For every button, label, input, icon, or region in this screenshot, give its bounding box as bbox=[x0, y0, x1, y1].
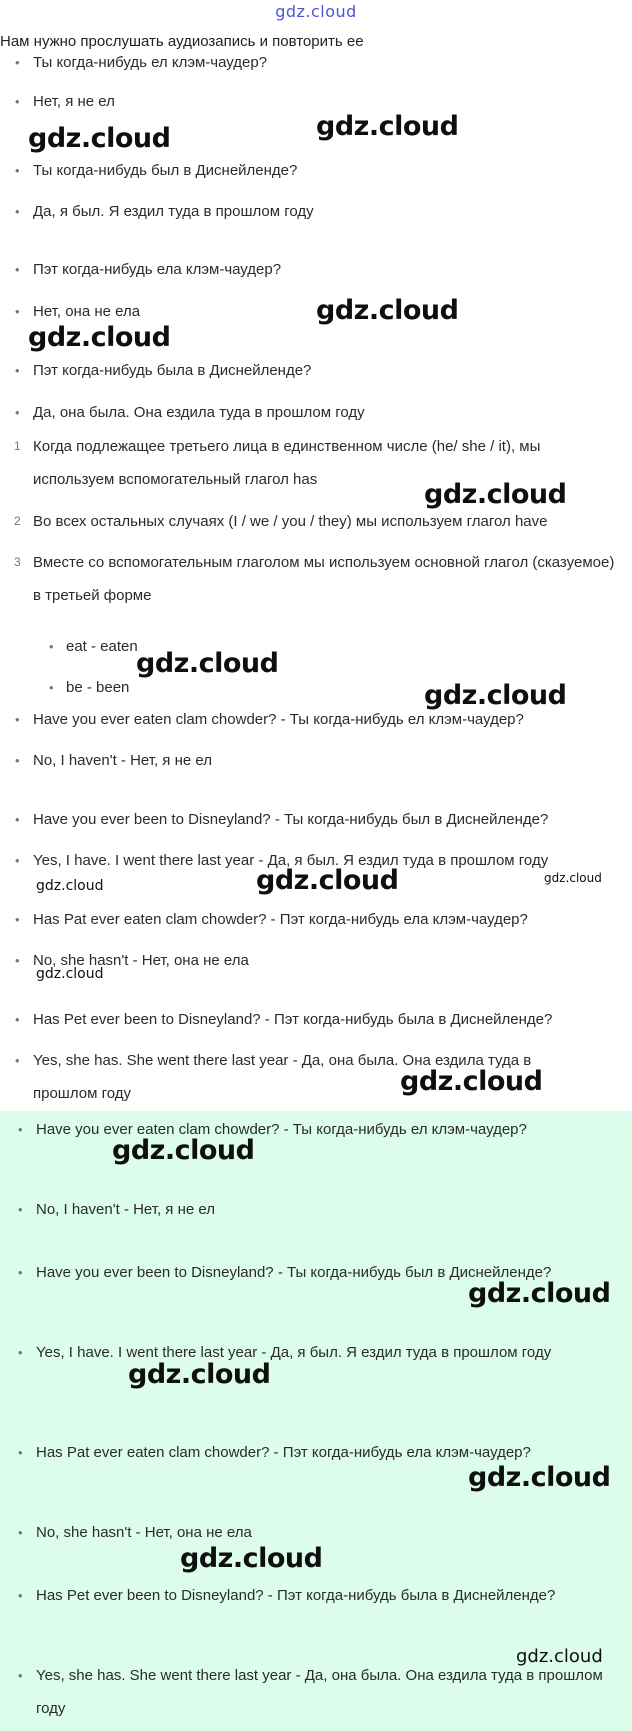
list-item: • Да, я был. Я ездил туда в прошлом году bbox=[15, 203, 314, 220]
watermark: gdz.cloud bbox=[468, 1462, 611, 1493]
dialogue-item: • Have you ever eaten clam chowder? - Ты когда-нибудь ел клэм-чаудер? bbox=[15, 711, 524, 728]
watermark: gdz.cloud bbox=[28, 322, 171, 353]
dialogue-item: • Yes, she has. She went there last year - Да, она была. Она ездила туда в прошлом году bbox=[15, 1052, 532, 1102]
rule-item: 3 Вместе со вспомогательным глаголом мы используем основной глагол (сказуемое) в третьей форме bbox=[14, 554, 615, 604]
dialogue-item: • Has Pet ever been to Disneyland? - Пэт когда-нибудь была в Диснейленде? bbox=[15, 1011, 553, 1028]
watermark: gdz.cloud bbox=[256, 865, 399, 896]
watermark: gdz.cloud bbox=[316, 111, 459, 142]
dialogue-item: • Has Pat ever eaten clam chowder? - Пэт когда-нибудь ела клэм-чаудер? bbox=[15, 911, 528, 928]
dialogue-item: • Has Pat ever eaten clam chowder? - Пэт когда-нибудь ела клэм-чаудер? bbox=[18, 1444, 531, 1461]
watermark: gdz.cloud bbox=[36, 878, 104, 894]
dialogue-item: • Have you ever been to Disneyland? - Ты когда-нибудь был в Диснейленде? bbox=[18, 1264, 552, 1281]
verb-form-item: • eat - eaten bbox=[49, 638, 138, 655]
dialogue-item: • Have you ever been to Disneyland? - Ты когда-нибудь был в Диснейленде? bbox=[15, 811, 549, 828]
dialogue-item: • No, she hasn't - Нет, она не ела bbox=[18, 1524, 252, 1541]
list-item: • Пэт когда-нибудь была в Диснейленде? bbox=[15, 362, 312, 379]
list-item: • Да, она была. Она ездила туда в прошлом году bbox=[15, 404, 365, 421]
watermark: gdz.cloud bbox=[36, 966, 104, 982]
watermark: gdz.cloud bbox=[544, 871, 602, 885]
site-logo[interactable]: gdz.cloud bbox=[275, 2, 357, 21]
watermark: gdz.cloud bbox=[516, 1646, 603, 1667]
dialogue-item: • No, she hasn't - Нет, она не ела bbox=[15, 952, 249, 969]
list-item: • Пэт когда-нибудь ела клэм-чаудер? bbox=[15, 261, 282, 278]
dialogue-item: • Yes, I have. I went there last year - Да, я был. Я ездил туда в прошлом году bbox=[18, 1344, 552, 1361]
watermark: gdz.cloud bbox=[136, 648, 279, 679]
list-item: • Ты когда-нибудь был в Диснейленде? bbox=[15, 162, 298, 179]
watermark: gdz.cloud bbox=[424, 680, 567, 711]
watermark: gdz.cloud bbox=[28, 123, 171, 154]
dialogue-item: • No, I haven't - Нет, я не ел bbox=[18, 1201, 215, 1218]
dialogue-item: • No, I haven't - Нет, я не ел bbox=[15, 752, 212, 769]
watermark: gdz.cloud bbox=[112, 1135, 255, 1166]
rule-item: 2 Во всех остальных случаях (I / we / you / they) мы используем глагол have bbox=[14, 513, 548, 530]
list-item: • Нет, она не ела bbox=[15, 303, 141, 320]
watermark: gdz.cloud bbox=[424, 479, 567, 510]
rule-item: 1 Когда подлежащее третьего лица в единственном числе (he/ she / it), мы используем вспомогательный глагол has bbox=[14, 438, 541, 488]
list-item: • Ты когда-нибудь ел клэм-чаудер? bbox=[15, 54, 268, 71]
dialogue-item: • Yes, she has. She went there last year - Да, она была. Она ездила туда в прошлом году bbox=[18, 1667, 603, 1717]
watermark: gdz.cloud bbox=[468, 1278, 611, 1309]
dialogue-item: • Have you ever eaten clam chowder? - Ты когда-нибудь ел клэм-чаудер? bbox=[18, 1121, 527, 1138]
list-item: • Нет, я не ел bbox=[15, 93, 115, 110]
watermark: gdz.cloud bbox=[316, 295, 459, 326]
watermark: gdz.cloud bbox=[400, 1066, 543, 1097]
watermark: gdz.cloud bbox=[128, 1359, 271, 1390]
intro-text: Нам нужно прослушать аудиозапись и повторить ее bbox=[0, 33, 364, 50]
watermark: gdz.cloud bbox=[180, 1543, 323, 1574]
verb-form-item: • be - been bbox=[49, 679, 130, 696]
dialogue-item: • Yes, I have. I went there last year - Да, я был. Я ездил туда в прошлом году bbox=[15, 852, 549, 869]
dialogue-item: • Has Pet ever been to Disneyland? - Пэт когда-нибудь была в Диснейленде? bbox=[18, 1587, 556, 1604]
